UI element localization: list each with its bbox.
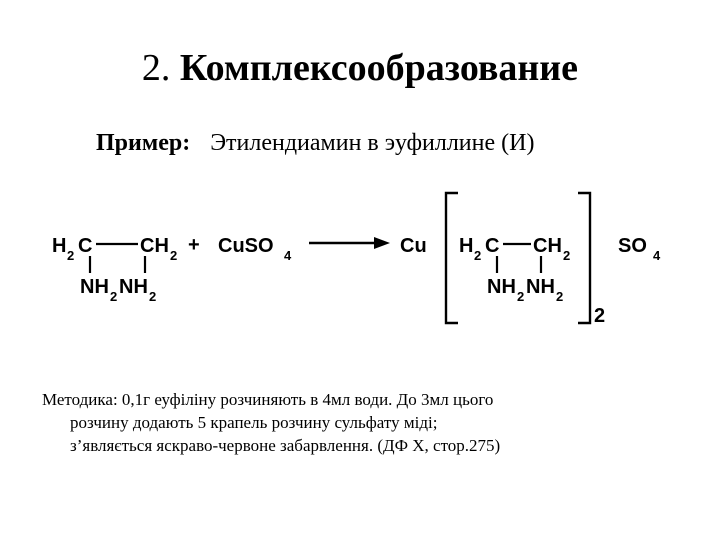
reactant-nh-right-sub: 2 bbox=[149, 289, 157, 304]
method-line-2: розчину додають 5 крапель розчину сульфату міді; bbox=[70, 413, 438, 432]
reaction-arrow-head bbox=[374, 237, 390, 249]
product-ch-label: CH bbox=[533, 235, 562, 257]
product-nh-right-sub: 2 bbox=[556, 289, 564, 304]
title-text: Комплексообразование bbox=[179, 47, 579, 89]
reactant-c-label: C bbox=[78, 235, 93, 257]
anion-formula: SO bbox=[618, 235, 647, 257]
reactant-nh-left: NH bbox=[80, 276, 109, 298]
reactant-h-label: H bbox=[52, 235, 67, 257]
anion-sub: 4 bbox=[653, 248, 661, 263]
method-line-1: Методика: 0,1г еуфіліну розчиняють в 4мл води. До 3мл цього bbox=[42, 390, 494, 409]
reactant-nh-right: NH bbox=[119, 276, 148, 298]
product-ch-sub: 2 bbox=[563, 248, 571, 263]
product-nh-right: NH bbox=[526, 276, 555, 298]
bracket-index: 2 bbox=[594, 305, 606, 327]
product-h-label: H bbox=[459, 235, 474, 257]
plus-sign: + bbox=[188, 234, 200, 256]
product-metal: Cu bbox=[400, 235, 427, 257]
product-nh-left: NH bbox=[487, 276, 516, 298]
product-nh-left-sub: 2 bbox=[517, 289, 525, 304]
reactant-h-sub: 2 bbox=[67, 248, 75, 263]
reagent-sub: 4 bbox=[284, 248, 292, 263]
reagent-formula: CuSO bbox=[218, 235, 274, 257]
method-line-3: з’являється яскраво-червоне забарвлення. (ДФ Х, стор.275) bbox=[70, 436, 501, 455]
reactant-ch-sub: 2 bbox=[170, 248, 178, 263]
title-number: 2. bbox=[141, 47, 171, 89]
method-paragraph bbox=[42, 388, 682, 457]
reactant-nh-left-sub: 2 bbox=[110, 289, 118, 304]
slide-title bbox=[0, 46, 720, 90]
bracket-right bbox=[578, 193, 590, 323]
product-h-sub: 2 bbox=[474, 248, 482, 263]
reaction-scheme bbox=[0, 185, 720, 335]
product-c-label: C bbox=[485, 235, 500, 257]
example-line bbox=[96, 130, 534, 157]
example-text: Этилендиамин в эуфиллине (И) bbox=[210, 130, 535, 156]
bracket-left bbox=[446, 193, 458, 323]
example-label: Пример: bbox=[96, 130, 191, 156]
reactant-ch-label: CH bbox=[140, 235, 169, 257]
